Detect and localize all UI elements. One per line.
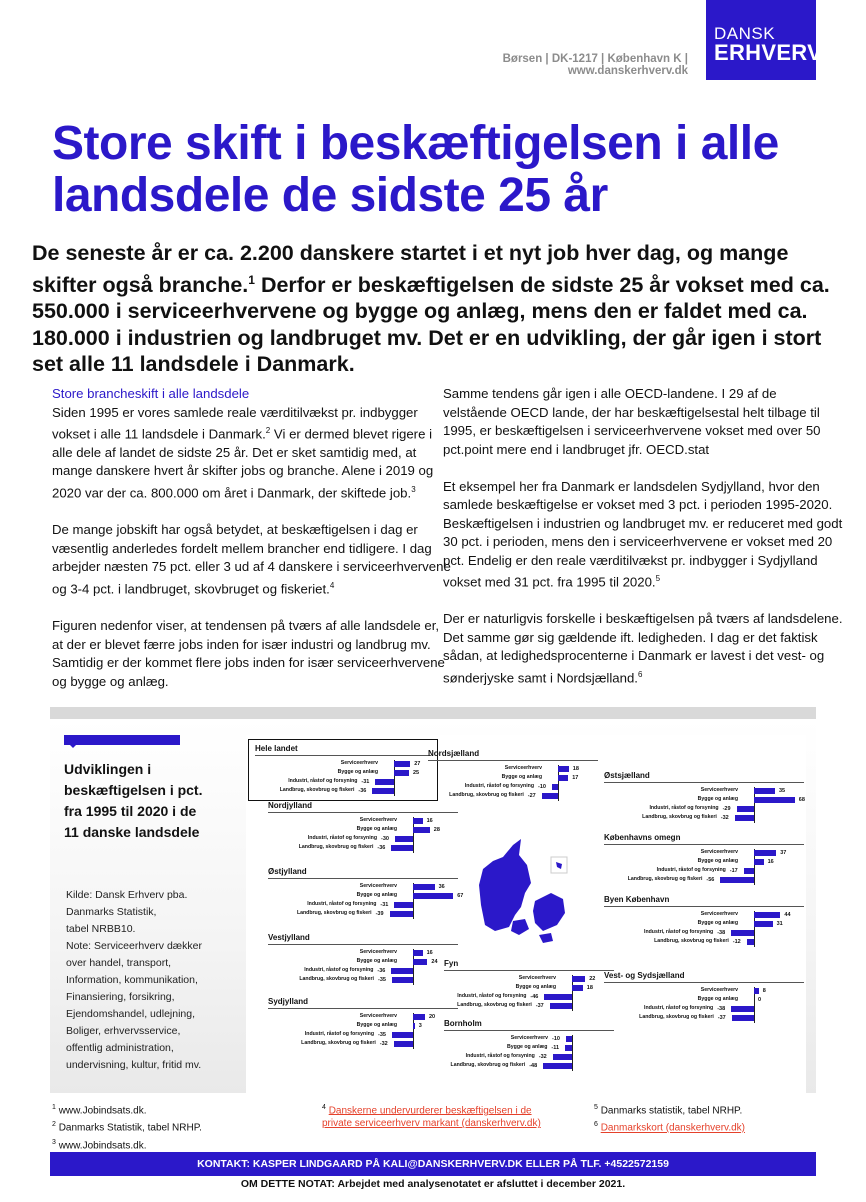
category-label: Industri, råstof og forsyning xyxy=(307,835,377,841)
footnote-text: www.Jobindsats.dk. xyxy=(58,1139,147,1151)
category-label: Serviceerhverv xyxy=(359,817,397,823)
bar-value: -36 xyxy=(377,968,386,974)
bar xyxy=(413,884,435,890)
chart-panel xyxy=(268,801,458,853)
text: Der er naturligvis forskelle i beskæftigelsen på tværs af landsdelene. Det samme gør sig gældende ift. ledigheden. I dag er det faktisk sådan, at ledighedsprocenterne i Danmark er lavest i det vest- og sønderjyske samt i Nordsjælland. xyxy=(443,611,843,686)
category-label: Landbrug, skovbrug og fiskeri xyxy=(642,814,717,820)
category-label: Industri, råstof og forsyning xyxy=(304,967,374,973)
footnote-number: 4 xyxy=(322,1104,326,1111)
left-paragraph-2 xyxy=(52,521,452,598)
bar-value: 27 xyxy=(414,761,421,767)
bar-value: 16 xyxy=(426,818,433,824)
bar xyxy=(553,1054,572,1060)
bar-value: -56 xyxy=(706,877,715,883)
panel-row xyxy=(444,993,614,1002)
category-label: Landbrug, skovbrug og fiskeri xyxy=(450,1062,526,1068)
category-label: Landbrug, skovbrug og fiskeri xyxy=(299,976,374,982)
category-label: Bygge og anlæg xyxy=(697,796,738,802)
footnote-text: Danmarks Statistik, tabel NRHP. xyxy=(58,1122,202,1134)
category-label: Serviceerhverv xyxy=(340,760,378,766)
bar-value: -10 xyxy=(538,784,546,790)
bar xyxy=(394,902,413,908)
section-subheading: Store brancheskift i alle landsdele xyxy=(52,386,250,401)
bar xyxy=(550,1003,572,1009)
category-label: Landbrug, skovbrug og fiskeri xyxy=(639,1014,714,1020)
panel-title: Vest- og Sydsjælland xyxy=(604,971,804,983)
bar xyxy=(413,827,430,833)
chart-panel xyxy=(604,771,804,823)
panel-row xyxy=(428,792,598,801)
panel-row xyxy=(444,1053,614,1062)
bar xyxy=(413,950,423,956)
footnotes-column-2 xyxy=(322,1101,542,1130)
panel-title: Nordsjælland xyxy=(428,749,598,761)
footnote-number: 3 xyxy=(52,1138,56,1146)
panel-row xyxy=(604,911,804,920)
footnote-ref-6: 6 xyxy=(637,669,643,679)
panel-row xyxy=(255,769,431,778)
category-label: Industri, råstof og forsyning xyxy=(457,993,527,999)
bar-value: 18 xyxy=(572,766,579,772)
chart-panel xyxy=(444,1019,614,1071)
category-label: Industri, råstof og forsyning xyxy=(288,778,358,784)
bar xyxy=(375,779,394,785)
category-label: Industri, råstof og forsyning xyxy=(464,783,534,789)
chart-panel xyxy=(268,933,458,985)
bar-value: 3 xyxy=(418,1023,422,1029)
bar-value: 16 xyxy=(426,950,433,956)
panel-row xyxy=(604,814,804,823)
text: Et eksempel her fra Danmark er landsdelen Sydjylland, hvor den samlede beskæftigelse er vokset med 3 pct. i perioden 1995-2020. Beskæftigelsen i industrien og landbruget mv. er reduceret med godt 30 pct. i perioden, mens den i serviceerhvervene er vokset med 20 pct. Endelig er den reale værditilvækst pr. indbygger i Sydjylland vokset med 31 pct. fra 1995 til 2020. xyxy=(443,478,843,590)
bar xyxy=(754,988,759,994)
panel-row xyxy=(268,976,458,985)
panel-row xyxy=(604,796,804,805)
panel-row xyxy=(268,967,458,976)
panel-row xyxy=(604,938,804,947)
bar xyxy=(754,850,776,856)
panel-row xyxy=(428,765,598,774)
panel-row xyxy=(268,1022,458,1031)
bar xyxy=(558,766,569,772)
footnote-1 xyxy=(52,1101,302,1117)
panel-row xyxy=(604,876,804,885)
category-label: Bygge og anlæg xyxy=(356,826,397,832)
panel-row xyxy=(604,1005,804,1014)
chart-panel xyxy=(444,959,614,1011)
category-label: Serviceerhverv xyxy=(518,975,556,981)
bar xyxy=(754,797,795,803)
bar-value: 18 xyxy=(586,985,593,991)
bar xyxy=(735,815,754,821)
footnote-3 xyxy=(52,1136,302,1152)
figure-box xyxy=(50,707,816,1093)
category-label: Landbrug, skovbrug og fiskeri xyxy=(627,876,703,882)
panel-row xyxy=(268,1013,458,1022)
left-paragraph-3: Figuren nedenfor viser, at tendensen på tværs af alle landsdele er, at der er blevet færre jobs inden for især industri og landbrug mv. Samtidig er der kommet flere jobs inden for især serviceerhvervene og bygge og anlæg. xyxy=(52,618,445,689)
chart-panel xyxy=(604,833,804,885)
footnote-ref-5: 5 xyxy=(655,574,661,583)
category-label: Landbrug, skovbrug og fiskeri xyxy=(298,844,374,850)
bar xyxy=(390,911,413,917)
left-column xyxy=(52,385,452,710)
regional-bar-charts xyxy=(246,735,806,1097)
bar xyxy=(754,912,780,918)
panel-title: Sydjylland xyxy=(268,997,458,1009)
logo-line-2: ERHVERV xyxy=(714,40,823,65)
chart-panel xyxy=(604,971,804,1023)
panel-row xyxy=(268,910,458,919)
category-label: Landbrug, skovbrug og fiskeri xyxy=(296,910,372,916)
category-label: Bygge og anlæg xyxy=(515,984,556,990)
bar xyxy=(413,959,427,965)
panel-row xyxy=(604,849,804,858)
panel-row xyxy=(604,805,804,814)
footnote-link-4[interactable]: Danskerne undervurderer beskæftigelsen i de private serviceerhverv markant (danskerhverv.dk) xyxy=(322,1105,541,1130)
panel-row xyxy=(268,883,458,892)
note-line: over handel, transport, xyxy=(66,957,172,969)
panel-row xyxy=(444,1002,614,1011)
bar-value: 68 xyxy=(798,797,805,803)
about-note: OM DETTE NOTAT: Arbejdet med analysenotatet er afsluttet i december 2021. xyxy=(240,1178,626,1190)
bar xyxy=(394,770,409,776)
panel-title: Nordjylland xyxy=(268,801,458,813)
bar xyxy=(372,788,394,794)
category-label: Industri, råstof og forsyning xyxy=(307,901,377,907)
footnote-ref-1: 1 xyxy=(248,272,255,287)
bar-value: -37 xyxy=(535,1003,544,1009)
panel-row xyxy=(255,760,431,769)
panel-row xyxy=(428,783,598,792)
bar-value: -30 xyxy=(381,836,389,842)
category-label: Serviceerhverv xyxy=(359,1013,397,1019)
page-title: Store skift i beskæftigelsen i alle landsdele de sidste 25 år xyxy=(52,117,779,222)
panel-row xyxy=(444,975,614,984)
panel-row xyxy=(428,774,598,783)
bar-value: -27 xyxy=(527,793,536,799)
category-label: Bygge og anlæg xyxy=(697,920,738,926)
panel-row xyxy=(604,787,804,796)
right-paragraph-3 xyxy=(443,610,843,687)
panel-title: Vestjylland xyxy=(268,933,458,945)
bar-value: -29 xyxy=(722,806,731,812)
panel-row xyxy=(444,1035,614,1044)
category-label: Bygge og anlæg xyxy=(697,996,738,1002)
panel-row xyxy=(604,858,804,867)
category-label: Landbrug, skovbrug og fiskeri xyxy=(301,1040,376,1046)
panel-row xyxy=(268,892,464,901)
bar-value: -39 xyxy=(375,911,384,917)
bar xyxy=(566,1036,572,1042)
bar xyxy=(572,985,583,991)
category-label: Landbrug, skovbrug og fiskeri xyxy=(279,787,355,793)
panel-row xyxy=(604,1014,804,1023)
bar-value: -46 xyxy=(530,994,539,1000)
bar-value: -37 xyxy=(717,1015,726,1021)
bar xyxy=(754,859,764,865)
category-label: Serviceerhverv xyxy=(700,787,738,793)
figure-accent-bar xyxy=(64,735,180,745)
panel-title: Østjylland xyxy=(268,867,458,879)
category-label: Serviceerhverv xyxy=(510,1035,548,1041)
bar-value: 17 xyxy=(572,775,579,781)
bar-value: -32 xyxy=(538,1054,547,1060)
contact-bar: KONTAKT: KASPER LINDGAARD PÅ KALI@DANSKERHVERV.DK ELLER PÅ TLF. +4522572159 xyxy=(50,1152,816,1176)
logo-line-1: DANSK xyxy=(714,24,776,43)
footnote-ref-4: 4 xyxy=(329,580,335,590)
panel-title: Københavns omegn xyxy=(604,833,804,845)
bar-value: -32 xyxy=(720,815,729,821)
bar-value: 0 xyxy=(758,997,762,1003)
footnote-number: 6 xyxy=(594,1121,598,1129)
lead-paragraph xyxy=(32,240,832,378)
dansk-erhverv-logo xyxy=(706,0,823,80)
category-label: Industri, råstof og forsyning xyxy=(304,1031,374,1037)
bar xyxy=(732,1015,754,1021)
left-paragraph-1 xyxy=(52,385,452,503)
bar-value: -11 xyxy=(551,1045,560,1051)
panel-row xyxy=(268,901,458,910)
bar xyxy=(413,1023,415,1029)
bar-value: -35 xyxy=(378,977,386,983)
lead-text-2: Derfor er beskæftigelsen de sidste 25 år vokset med ca. 550.000 i serviceerhvervene og bygge og anlæg, mens den er faldet med ca. 180.000 i industrien og landbruget mv. Det er en udvikling, der går igen i stort set alle 11 landsdele i Danmark. xyxy=(32,272,830,377)
note-line: Note: Serviceerhverv dækker xyxy=(66,940,202,952)
note-line: Kilde: Dansk Erhverv pba. xyxy=(66,889,188,901)
bar-value: 8 xyxy=(762,988,766,994)
category-label: Bygge og anlæg xyxy=(356,958,397,964)
panel-row xyxy=(604,996,804,1005)
bar xyxy=(413,893,453,899)
bar xyxy=(394,761,410,767)
bar xyxy=(391,845,413,851)
category-label: Bygge og anlæg xyxy=(697,858,738,864)
denmark-map-icon xyxy=(473,835,573,955)
bar xyxy=(754,921,773,927)
bar xyxy=(731,930,754,936)
note-line: tabel NRBB10. xyxy=(66,923,136,935)
footnote-text: Danmarks statistik, tabel NRHP. xyxy=(600,1105,743,1117)
note-line: Information, kommunikation, xyxy=(66,974,198,986)
category-label: Serviceerhverv xyxy=(359,949,397,955)
bar xyxy=(395,836,413,842)
note-line: undervisning, kultur, fritid mv. xyxy=(66,1059,202,1071)
bar xyxy=(737,806,754,812)
panel-row xyxy=(268,844,458,853)
footnote-2 xyxy=(52,1118,302,1134)
bar-value: -36 xyxy=(377,845,386,851)
text: Vi er dermed blevet rigere i alle dele af landet de sidste 25 år. Det er sket samtidig med, at mange danskere hvert år skifter jobs og branche. Alene i 2019 og 2020 var der ca. 800.000 om året i Danmark, der skiftede job. xyxy=(52,426,434,501)
bar-value: 37 xyxy=(780,850,787,856)
panel-row xyxy=(604,920,804,929)
right-paragraph-2 xyxy=(443,478,843,592)
note-line: Ejendomshandel, udlejning, xyxy=(66,1008,196,1020)
chart-panel xyxy=(268,867,464,919)
category-label: Industri, råstof og forsyning xyxy=(465,1053,535,1059)
footnote-ref-3: 3 xyxy=(411,484,416,494)
note-line: offentlig administration, xyxy=(66,1042,174,1054)
text: Siden 1995 er vores samlede reale værditilvækst pr. indbygger vokset i alle 11 landsdele i Danmark. xyxy=(52,404,418,442)
category-label: Industri, råstof og forsyning xyxy=(644,1005,714,1011)
bar xyxy=(392,977,413,983)
category-label: Landbrug, skovbrug og fiskeri xyxy=(457,1002,532,1008)
category-label: Landbrug, skovbrug og fiskeri xyxy=(449,792,524,798)
bar xyxy=(413,1014,425,1020)
bar xyxy=(558,775,568,781)
footnote-4 xyxy=(322,1101,542,1130)
bar-value: -17 xyxy=(729,868,738,874)
bar xyxy=(394,1041,413,1047)
text: De mange jobskift har også betydet, at beskæftigelsen i dag er væsentlig anderledes fordelt mellem brancher end tidligere. I dag arbejder næsten 75 pct. eller 3 ud af 4 danskere i serviceerhvervene og 3-4 pct. i landbruget, skovbruget og fiskeriet. xyxy=(52,522,451,597)
footnote-6 xyxy=(594,1118,814,1134)
footnote-text: www.Jobindsats.dk. xyxy=(58,1105,147,1117)
note-line: Danmarks Statistik, xyxy=(66,906,157,918)
footnote-5 xyxy=(594,1101,814,1117)
panel-row xyxy=(444,984,614,993)
panel-row xyxy=(604,929,804,938)
bar-value: -12 xyxy=(732,939,741,945)
panel-title: Bornholm xyxy=(444,1019,614,1031)
panel-title: Østsjælland xyxy=(604,771,804,783)
bar xyxy=(391,968,413,974)
bar xyxy=(731,1006,754,1012)
panel-row xyxy=(604,987,804,996)
category-label: Bygge og anlæg xyxy=(337,769,378,775)
footnotes-column-3 xyxy=(594,1101,814,1136)
bar xyxy=(720,877,754,883)
bar xyxy=(544,994,572,1000)
bar-value: 16 xyxy=(767,859,774,865)
panel-row xyxy=(604,867,804,876)
chart-panel xyxy=(428,749,598,801)
lead-text-1: De seneste år er ca. 2.200 danskere startet i et nyt job hver dag, og mange skifter også branche. xyxy=(32,241,789,297)
panel-row xyxy=(268,949,458,958)
bar-value: -32 xyxy=(379,1041,388,1047)
bar xyxy=(754,788,775,794)
bar-value: -38 xyxy=(717,930,726,936)
panel-row xyxy=(268,826,458,835)
category-label: Serviceerhverv xyxy=(504,765,542,771)
category-label: Industri, råstof og forsyning xyxy=(644,929,714,935)
category-label: Industri, råstof og forsyning xyxy=(649,805,719,811)
footnote-number: 1 xyxy=(52,1104,56,1111)
panel-row xyxy=(444,1044,614,1053)
bar-value: 36 xyxy=(438,884,445,890)
bar-value: 25 xyxy=(413,770,420,776)
category-label: Bygge og anlæg xyxy=(501,774,542,780)
category-label: Bygge og anlæg xyxy=(507,1044,548,1050)
bar xyxy=(552,784,558,790)
footnote-ref-2: 2 xyxy=(265,426,271,435)
panel-row xyxy=(268,958,458,967)
category-label: Serviceerhverv xyxy=(700,987,738,993)
bar-value: -48 xyxy=(529,1063,538,1069)
panel-row xyxy=(268,835,458,844)
panel-row xyxy=(444,1062,614,1071)
bar-value: -31 xyxy=(380,902,389,908)
header-address: Børsen | DK-1217 | København K | www.danskerhverv.dk xyxy=(502,53,688,77)
figure-source-note xyxy=(66,887,246,1074)
note-line: Finansiering, forsikring, xyxy=(66,991,175,1003)
bar-value: 31 xyxy=(776,921,783,927)
panel-row xyxy=(268,817,458,826)
bar-value: -35 xyxy=(378,1032,386,1038)
bar xyxy=(744,868,754,874)
bar xyxy=(542,793,558,799)
footnote-number: 5 xyxy=(594,1104,598,1111)
panel-title: Hele landet xyxy=(255,744,431,756)
bar-value: -31 xyxy=(361,779,370,785)
footnote-link-6[interactable]: Danmarkskort (danskerhverv.dk) xyxy=(600,1122,745,1134)
panel-title: Fyn xyxy=(444,959,614,971)
panel-row xyxy=(255,778,431,787)
bar xyxy=(747,939,754,945)
bar-value: 20 xyxy=(429,1014,436,1020)
category-label: Bygge og anlæg xyxy=(356,892,397,898)
right-paragraph-1: Samme tendens går igen i alle OECD-landene. I 29 af de velstående OECD lande, der har beskæftigelsestal helt tilbage til 1995, er beskæftigelsen i serviceerhvervene vokset med over 50 pct.point mere end i landbruget jfr. OECD.stat xyxy=(443,386,821,457)
bar-value: 35 xyxy=(779,788,786,794)
bar-value: 24 xyxy=(431,959,438,965)
category-label: Industri, råstof og forsyning xyxy=(656,867,726,873)
bar-value: 44 xyxy=(784,912,791,918)
panel-title: Byen København xyxy=(604,895,804,907)
bar xyxy=(572,976,585,982)
bar xyxy=(565,1045,572,1051)
bar-value: 28 xyxy=(433,827,440,833)
right-column xyxy=(443,385,843,706)
category-label: Landbrug, skovbrug og fiskeri xyxy=(654,938,729,944)
bar-value: -36 xyxy=(358,788,367,794)
chart-panel xyxy=(604,895,804,947)
figure-title: Udviklingen i beskæftigelsen i pct. fra 1995 til 2020 i de 11 danske landsdele xyxy=(64,761,203,840)
bar xyxy=(413,818,423,824)
bar xyxy=(543,1063,572,1069)
note-line: Boliger, erhvervsservice, xyxy=(66,1025,181,1037)
category-label: Bygge og anlæg xyxy=(356,1022,397,1028)
footnote-number: 2 xyxy=(52,1121,56,1129)
category-label: Serviceerhverv xyxy=(700,849,738,855)
category-label: Serviceerhverv xyxy=(359,883,397,889)
bar-value: -38 xyxy=(717,1006,726,1012)
bar-value: 67 xyxy=(457,893,464,899)
footnotes-column-1 xyxy=(52,1101,302,1153)
category-label: Serviceerhverv xyxy=(700,911,738,917)
bar-value: -10 xyxy=(552,1036,560,1042)
bar xyxy=(392,1032,413,1038)
bar-value: 22 xyxy=(589,976,596,982)
